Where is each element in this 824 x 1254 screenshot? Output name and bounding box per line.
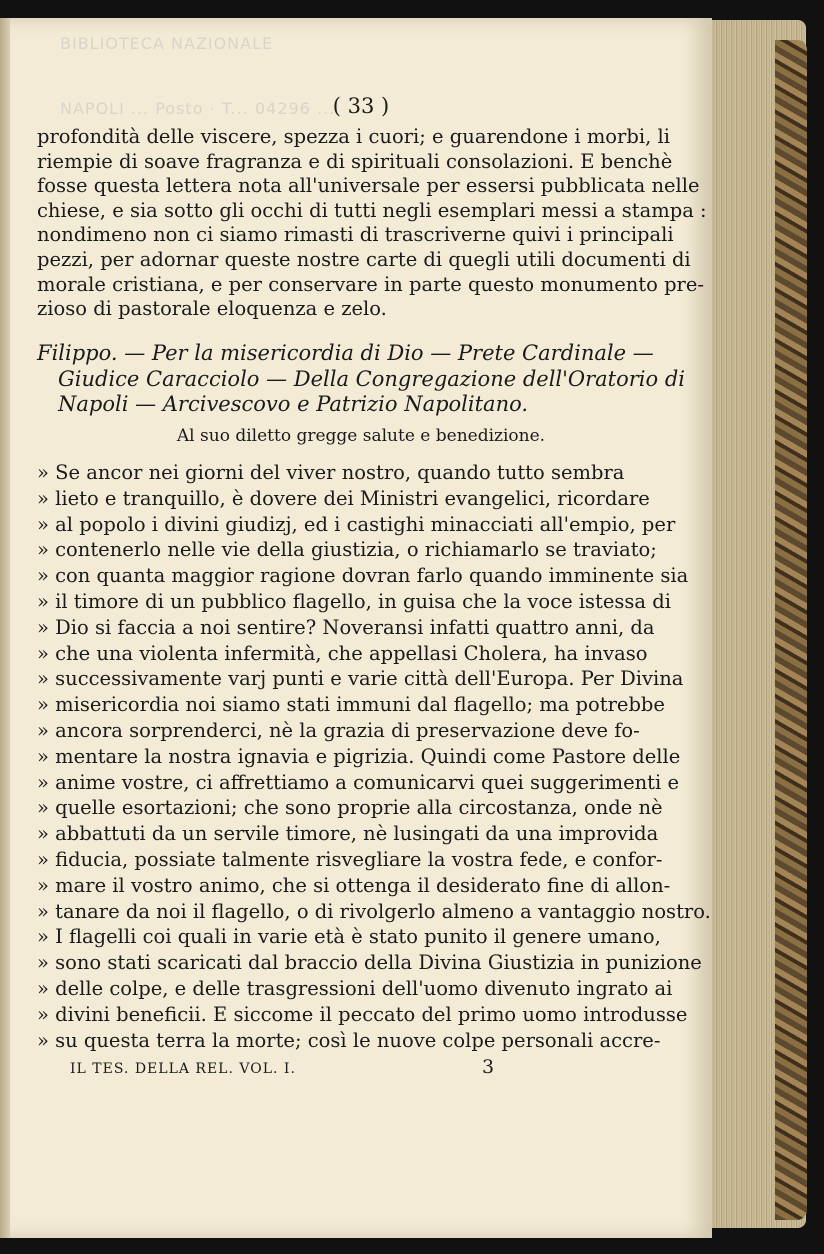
marbled-cover-edge [775,40,807,1220]
body-line: » su questa terra la morte; così le nuove colpe personali accre- [37,1028,661,1052]
intro-line: nondimeno non ci siamo rimasti di trascriverne quivi i principali [37,223,674,247]
body-line: » quelle esortazioni; che sono proprie alla circostanza, onde nè [37,796,663,820]
salutation: Al suo diletto gregge salute e benedizione. [176,426,546,446]
intro-line: riempie di soave fragranza e di spirituali consolazioni. E benchè [37,149,673,173]
body-line: » contenerlo nelle vie della giustizia, o richiamarlo se traviato; [37,538,657,562]
intro-line: profondità delle viscere, spezza i cuori; e guarendone i morbi, li [37,125,670,148]
library-stamp: BIBLIOTECA NAZIONALE NAPOLI ... Posto · T... 04296 ... [60,34,336,118]
body-line: » Dio si faccia a noi sentire? Noveransi infatti quattro anni, da [37,615,655,639]
intro-line: morale cristiana, e per conservare in parte questo monumento pre- [37,272,704,296]
body-line: » mare il vostro animo, che si ottenga il desiderato fine di allon- [37,873,671,897]
intro-line: chiese, e sia sotto gli occhi di tutti negli esemplari messi a stampa : [37,198,707,222]
body-line: » divini beneficii. E siccome il peccato del primo uomo introdusse [37,1002,688,1026]
intro-line: pezzi, per adornar queste nostre carte di quegli utili documenti di [37,248,691,271]
body-line: » fiducia, possiate talmente risvegliare la vostra fede, e confor- [37,848,663,871]
title-line: Napoli — Arcivescovo e Patrizio Napolitano. [58,392,529,416]
footer-number: 3 [482,1056,495,1078]
body-line: » al popolo i divini giudizj, ed i castighi minacciati all'empio, per [37,512,676,536]
body-line: » Se ancor nei giorni del viver nostro, quando tutto sembra [37,461,625,484]
body-line: » con quanta maggior ragione dovran farlo quando imminente sia [37,564,689,588]
body-line: » lieto e tranquillo, è dovere dei Ministri evangelici, ricordare [37,486,650,510]
intro-line: fosse questa lettera nota all'universale per essersi pubblicata nelle [37,174,700,198]
body-line: » abbattuti da un servile timore, nè lusingati da una improvida [37,822,659,846]
body-line: » I flagelli coi quali in varie età è stato punito il genere umano, [37,925,661,949]
page-header: ( 33 ) [332,94,390,118]
body-line: » successivamente varj punti e varie città dell'Europa. Per Divina [37,667,684,691]
intro-line: zioso di pastorale eloquenza e zelo. [37,297,387,321]
body-line: » anime vostre, ci affrettiamo a comunicarvi quei suggerimenti e [37,770,679,794]
title-line: Giudice Caracciolo — Della Congregazione dell'Oratorio di [58,366,685,391]
body-line: » mentare la nostra ignavia e pigrizia. Quindi come Pastore delle [37,744,681,768]
book-page [10,18,712,1238]
body-line: » che una violenta infermità, che appellasi Cholera, ha invaso [37,641,648,665]
body-line: » misericordia noi siamo stati immuni dal flagello; ma potrebbe [37,693,665,717]
title-line: Filippo. — Per la misericordia di Dio — Prete Cardinale — [37,341,654,365]
body-line: » delle colpe, e delle trasgressioni dell'uomo divenuto ingrato ai [37,977,673,1000]
footer-signature: IL TES. DELLA REL. VOL. I. [70,1061,296,1077]
body-line: » tanare da noi il flagello, o di rivolgerlo almeno a vantaggio nostro. [37,899,711,923]
body-line: » sono stati scaricati dal braccio della Divina Giustizia in punizione [37,951,702,975]
body-line: » il timore di un pubblico flagello, in guisa che la voce istessa di [37,590,671,613]
body-line: » ancora sorprenderci, nè la grazia di preservazione deve fo- [37,719,640,742]
